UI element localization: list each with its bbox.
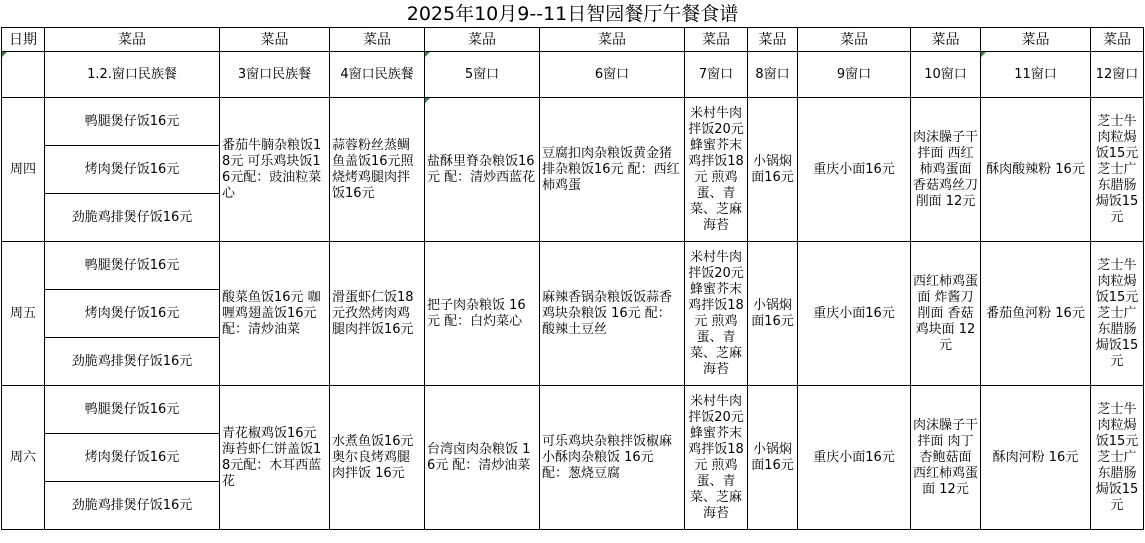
dish-cell: 肉沫臊子干拌面 肉丁杏鲍菇面 西红柿鸡蛋面 12元 [911,386,981,530]
dish-cell: 肉沫臊子干拌面 西红柿鸡蛋面 香菇鸡丝刀削面 12元 [911,98,981,242]
claypot-item: 烤肉煲仔饭16元 [45,146,220,194]
day-label: 周四 [2,98,45,242]
dish-cell: 酸菜鱼饭16元 咖喱鸡翅盖饭16元配：清炒油菜 [220,242,330,386]
claypot-item: 鸭腿煲仔饭16元 [45,242,220,290]
dish-cell: 米村牛肉拌饭20元 蜂蜜芥末鸡拌饭18元 煎鸡蛋、青菜、芝麻海苔 [685,386,748,530]
claypot-item: 劲脆鸡排煲仔饭16元 [45,194,220,242]
window-row [2,52,1144,98]
day-row [2,98,1144,146]
claypot-item: 劲脆鸡排煲仔饭16元 [45,338,220,386]
window-label: 3窗口民族餐 [220,52,330,98]
header-dish: 菜品 [1091,28,1144,52]
header-dish: 菜品 [220,28,330,52]
dish-cell: 小锅焖面16元 [748,242,798,386]
dish-cell: 台湾卤肉杂粮饭 16元 配：清炒油菜 [425,386,540,530]
header-dish: 菜品 [981,28,1091,52]
header-row [2,28,1144,52]
claypot-item: 鸭腿煲仔饭16元 [45,386,220,434]
day-label: 周五 [2,242,45,386]
dish-cell: 番茄鱼河粉 16元 [981,242,1091,386]
page-title: 2025年10月9--11日智园餐厅午餐食谱 [406,3,739,25]
window-label: 11窗口 [981,52,1091,98]
dish-cell: 重庆小面16元 [798,386,911,530]
dish-cell: 可乐鸡块杂粮拌饭椒麻小酥肉杂粮饭 16元 配：葱烧豆腐 [540,386,685,530]
window-label: 1.2.窗口民族餐 [45,52,220,98]
dish-cell: 米村牛肉拌饭20元 蜂蜜芥末鸡拌饭18元 煎鸡蛋、青菜、芝麻海苔 [685,98,748,242]
window-label: 8窗口 [748,52,798,98]
dish-cell: 芝士牛肉粒焗饭15元芝士广东腊肠焗饭15元 [1091,98,1144,242]
day-label: 周六 [2,386,45,530]
dish-cell: 重庆小面16元 [798,98,911,242]
window-label: 10窗口 [911,52,981,98]
header-dish: 菜品 [748,28,798,52]
empty-date-cell [2,52,45,98]
dish-cell: 酥肉河粉 16元 [981,386,1091,530]
dish-cell: 小锅焖面16元 [748,386,798,530]
header-dish: 菜品 [798,28,911,52]
header-dish: 菜品 [540,28,685,52]
window-label: 6窗口 [540,52,685,98]
header-dish: 菜品 [330,28,425,52]
claypot-item: 鸭腿煲仔饭16元 [45,98,220,146]
window-label: 7窗口 [685,52,748,98]
claypot-item: 烤肉煲仔饭16元 [45,434,220,482]
day-row [2,386,1144,434]
window-label: 4窗口民族餐 [330,52,425,98]
claypot-item: 劲脆鸡排煲仔饭16元 [45,482,220,530]
dish-cell: 蒜蓉粉丝蒸鲷鱼盖饭16元照烧烤鸡腿肉拌饭16元 [330,98,425,242]
lunch-menu-table [1,27,1144,530]
dish-cell: 酥肉酸辣粉 16元 [981,98,1091,242]
dish-cell: 小锅焖面16元 [748,98,798,242]
window-label: 12窗口 [1091,52,1144,98]
header-date: 日期 [2,28,45,52]
window-label: 5窗口 [425,52,540,98]
dish-cell: 番茄牛腩杂粮饭18元 可乐鸡块饭16元配：豉油粒菜心 [220,98,330,242]
dish-cell: 重庆小面16元 [798,242,911,386]
dish-cell: 西红柿鸡蛋面 炸酱刀削面 香菇鸡块面 12元 [911,242,981,386]
dish-cell: 盐酥里脊杂粮饭16元 配：清炒西蓝花 [425,98,540,242]
dish-cell: 芝士牛肉粒焗饭15元芝士广东腊肠焗饭15元 [1091,386,1144,530]
dish-cell: 水煮鱼饭16元奥尔良烤鸡腿肉拌饭 16元 [330,386,425,530]
day-row [2,242,1144,290]
header-dish: 菜品 [685,28,748,52]
dish-cell: 芝士牛肉粒焗饭15元芝士广东腊肠焗饭15元 [1091,242,1144,386]
dish-cell: 把子肉杂粮饭 16元 配：白灼菜心 [425,242,540,386]
dish-cell: 麻辣香锅杂粮饭饭蒜香鸡块杂粮饭 16元 配：酸辣土豆丝 [540,242,685,386]
header-dish: 菜品 [45,28,220,52]
dish-cell: 米村牛肉拌饭20元 蜂蜜芥末鸡拌饭18元 煎鸡蛋、青菜、芝麻海苔 [685,242,748,386]
window-label: 9窗口 [798,52,911,98]
dish-cell: 豆腐扣肉杂粮饭黄金猪排杂粮饭16元 配：西红柿鸡蛋 [540,98,685,242]
claypot-item: 烤肉煲仔饭16元 [45,290,220,338]
header-dish: 菜品 [911,28,981,52]
header-dish: 菜品 [425,28,540,52]
dish-cell: 滑蛋虾仁饭18元孜然烤肉鸡腿肉拌饭16元 [330,242,425,386]
dish-cell: 青花椒鸡饭16元 海苔虾仁饼盖饭18元配：木耳西蓝花 [220,386,330,530]
